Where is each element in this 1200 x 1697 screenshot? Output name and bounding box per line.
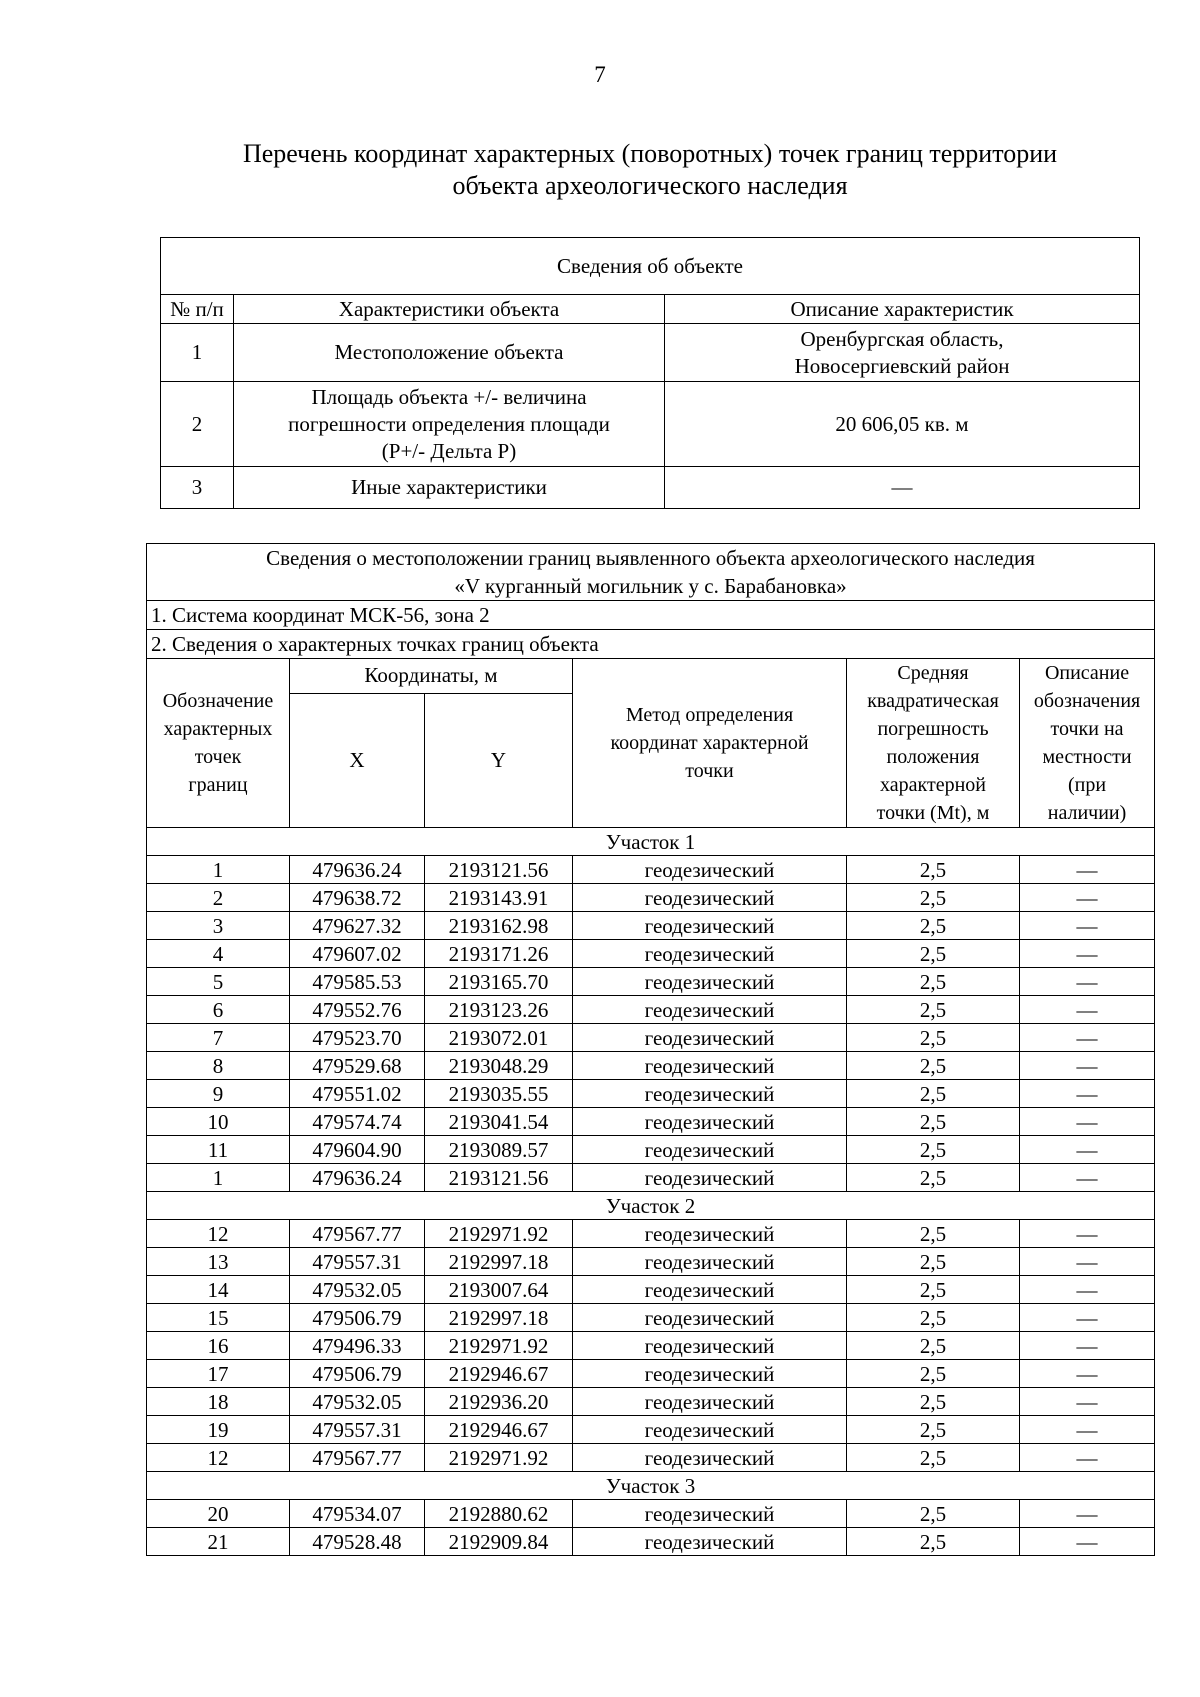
point-description-cell: —	[1020, 1388, 1155, 1416]
header-error	[847, 659, 1020, 828]
error-cell: 2,5	[847, 1304, 1020, 1332]
point-description-cell: —	[1020, 1416, 1155, 1444]
point-description-cell: —	[1020, 996, 1155, 1024]
error-cell: 2,5	[847, 1220, 1020, 1248]
point-id-cell: 20	[147, 1500, 290, 1528]
row-description	[665, 467, 1140, 509]
description-line: 20 606,05 кв. м	[835, 411, 969, 436]
method-cell: геодезический	[573, 912, 847, 940]
method-cell: геодезический	[573, 1136, 847, 1164]
error-cell: 2,5	[847, 1444, 1020, 1472]
header-method	[573, 659, 847, 828]
section-header-row	[147, 828, 1155, 856]
y-coordinate-cell: 2193035.55	[425, 1080, 573, 1108]
method-cell: геодезический	[573, 1360, 847, 1388]
document-title-line-1: Перечень координат характерных (поворотных) точек границ территории	[242, 139, 1058, 168]
y-coordinate-cell: 2193089.57	[425, 1136, 573, 1164]
y-coordinate-cell: 2193143.91	[425, 884, 573, 912]
point-id-cell: 18	[147, 1388, 290, 1416]
error-cell: 2,5	[847, 1108, 1020, 1136]
header-coordinates: Координаты, м	[290, 659, 573, 694]
row-description	[665, 324, 1140, 382]
table-row	[147, 1360, 1155, 1388]
error-cell: 2,5	[847, 1332, 1020, 1360]
description-line: —	[891, 475, 913, 499]
point-description-cell: —	[1020, 1444, 1155, 1472]
point-description-cell: —	[1020, 940, 1155, 968]
x-coordinate-cell: 479636.24	[290, 1164, 425, 1192]
y-coordinate-cell: 2193123.26	[425, 996, 573, 1024]
x-coordinate-cell: 479523.70	[290, 1024, 425, 1052]
y-coordinate-cell: 2192880.62	[425, 1500, 573, 1528]
x-coordinate-cell: 479506.79	[290, 1360, 425, 1388]
row-number: 2	[161, 382, 234, 467]
table-row	[147, 1248, 1155, 1276]
error-cell: 2,5	[847, 1276, 1020, 1304]
point-description-cell: —	[1020, 1332, 1155, 1360]
y-coordinate-cell: 2193007.64	[425, 1276, 573, 1304]
method-cell: геодезический	[573, 1080, 847, 1108]
point-id-cell: 12	[147, 1444, 290, 1472]
method-cell: геодезический	[573, 1248, 847, 1276]
coordinates-title-line-1: Сведения о местоположении границ выявленного объекта археологического наследия	[266, 546, 1035, 570]
y-coordinate-cell: 2192971.92	[425, 1444, 573, 1472]
point-id-cell: 6	[147, 996, 290, 1024]
x-coordinate-cell: 479496.33	[290, 1332, 425, 1360]
point-id-cell: 15	[147, 1304, 290, 1332]
point-id-cell: 3	[147, 912, 290, 940]
description-line: Новосергиевский район	[794, 353, 1010, 378]
x-coordinate-cell: 479627.32	[290, 912, 425, 940]
method-cell: геодезический	[573, 1304, 847, 1332]
point-description-cell: —	[1020, 1164, 1155, 1192]
header-line: Описание	[1044, 662, 1130, 684]
characteristic-line: погрешности определения площади	[288, 411, 610, 436]
y-coordinate-cell: 2192936.20	[425, 1388, 573, 1416]
method-cell: геодезический	[573, 1220, 847, 1248]
table-row	[147, 1108, 1155, 1136]
y-coordinate-cell: 2192946.67	[425, 1416, 573, 1444]
object-info-table	[160, 237, 1140, 509]
header-line: Средняя	[897, 662, 969, 684]
header-line: (при	[1067, 774, 1107, 796]
header-line: точки (Mt), м	[876, 802, 990, 824]
x-coordinate-cell: 479585.53	[290, 968, 425, 996]
x-coordinate-cell: 479604.90	[290, 1136, 425, 1164]
x-coordinate-cell: 479567.77	[290, 1220, 425, 1248]
x-coordinate-cell: 479528.48	[290, 1528, 425, 1556]
header-line: точки	[685, 760, 734, 782]
point-description-cell: —	[1020, 912, 1155, 940]
point-description-cell: —	[1020, 884, 1155, 912]
method-cell: геодезический	[573, 856, 847, 884]
point-id-cell: 10	[147, 1108, 290, 1136]
point-id-cell: 21	[147, 1528, 290, 1556]
y-coordinate-cell: 2193121.56	[425, 856, 573, 884]
x-coordinate-cell: 479574.74	[290, 1108, 425, 1136]
x-coordinate-cell: 479552.76	[290, 996, 425, 1024]
table-row	[147, 940, 1155, 968]
point-description-cell: —	[1020, 1220, 1155, 1248]
header-line: координат характерной	[610, 732, 809, 754]
coordinates-table	[146, 543, 1155, 1556]
header-line: точек	[194, 746, 242, 768]
characteristic-line: Местоположение объекта	[334, 340, 564, 364]
y-coordinate-cell: 2192971.92	[425, 1332, 573, 1360]
document-title-line-2: объекта археологического наследия	[452, 171, 848, 200]
method-cell: геодезический	[573, 884, 847, 912]
x-coordinate-cell: 479532.05	[290, 1388, 425, 1416]
x-coordinate-cell: 479607.02	[290, 940, 425, 968]
x-coordinate-cell: 479506.79	[290, 1304, 425, 1332]
y-coordinate-cell: 2193048.29	[425, 1052, 573, 1080]
method-cell: геодезический	[573, 940, 847, 968]
points-caption: 2. Сведения о характерных точках границ объекта	[147, 630, 1155, 659]
section-header-row	[147, 1192, 1155, 1220]
method-cell: геодезический	[573, 1108, 847, 1136]
table-row	[147, 912, 1155, 940]
point-description-cell: —	[1020, 1500, 1155, 1528]
method-cell: геодезический	[573, 1024, 847, 1052]
error-cell: 2,5	[847, 1360, 1020, 1388]
section-name: Участок 1	[147, 828, 1155, 856]
row-characteristic	[234, 467, 665, 509]
error-cell: 2,5	[847, 996, 1020, 1024]
method-cell: геодезический	[573, 1500, 847, 1528]
point-id-cell: 2	[147, 884, 290, 912]
error-cell: 2,5	[847, 1052, 1020, 1080]
header-y: Y	[425, 693, 573, 827]
point-id-cell: 16	[147, 1332, 290, 1360]
row-number: 3	[161, 467, 234, 509]
point-description-cell: —	[1020, 1276, 1155, 1304]
section-name: Участок 2	[147, 1192, 1155, 1220]
method-cell: геодезический	[573, 968, 847, 996]
table-row	[147, 1528, 1155, 1556]
document-title	[150, 138, 1150, 202]
description-line: Оренбургская область,	[800, 326, 1004, 351]
table-row	[147, 1220, 1155, 1248]
x-coordinate-cell: 479551.02	[290, 1080, 425, 1108]
error-cell: 2,5	[847, 1024, 1020, 1052]
error-cell: 2,5	[847, 1248, 1020, 1276]
point-id-cell: 11	[147, 1136, 290, 1164]
header-line: Обозначение	[162, 690, 274, 712]
table-row	[147, 1080, 1155, 1108]
y-coordinate-cell: 2192997.18	[425, 1248, 573, 1276]
method-cell: геодезический	[573, 996, 847, 1024]
point-id-cell: 19	[147, 1416, 290, 1444]
error-cell: 2,5	[847, 1136, 1020, 1164]
point-id-cell: 8	[147, 1052, 290, 1080]
error-cell: 2,5	[847, 1416, 1020, 1444]
error-cell: 2,5	[847, 884, 1020, 912]
table-row	[147, 1500, 1155, 1528]
table-row	[147, 856, 1155, 884]
method-cell: геодезический	[573, 1276, 847, 1304]
header-line: границ	[188, 774, 248, 796]
coordinates-table-title	[147, 544, 1155, 601]
table-row	[147, 1052, 1155, 1080]
error-cell: 2,5	[847, 912, 1020, 940]
error-cell: 2,5	[847, 1500, 1020, 1528]
coordinate-system: 1. Система координат МСК-56, зона 2	[147, 601, 1155, 630]
page-number: 7	[594, 62, 606, 87]
error-cell: 2,5	[847, 1164, 1020, 1192]
y-coordinate-cell: 2193162.98	[425, 912, 573, 940]
table-row	[147, 1164, 1155, 1192]
point-description-cell: —	[1020, 856, 1155, 884]
section-name: Участок 3	[147, 1472, 1155, 1500]
y-coordinate-cell: 2193041.54	[425, 1108, 573, 1136]
coordinates-title-line-2: «V курганный могильник у с. Барабановка»	[454, 574, 847, 598]
characteristic-line: Иные характеристики	[351, 475, 547, 499]
table-row	[147, 968, 1155, 996]
error-cell: 2,5	[847, 968, 1020, 996]
header-description: Описание характеристик	[665, 295, 1140, 324]
method-cell: геодезический	[573, 1388, 847, 1416]
characteristic-line: (Р+/- Дельта Р)	[381, 438, 517, 463]
method-cell: геодезический	[573, 1052, 847, 1080]
header-line: характерной	[880, 774, 986, 796]
x-coordinate-cell: 479557.31	[290, 1416, 425, 1444]
error-cell: 2,5	[847, 856, 1020, 884]
header-number: № п/п	[161, 295, 234, 324]
header-point-description	[1020, 659, 1155, 828]
row-description	[665, 382, 1140, 467]
x-coordinate-cell: 479636.24	[290, 856, 425, 884]
x-coordinate-cell: 479534.07	[290, 1500, 425, 1528]
error-cell: 2,5	[847, 1388, 1020, 1416]
method-cell: геодезический	[573, 1444, 847, 1472]
y-coordinate-cell: 2193171.26	[425, 940, 573, 968]
table-row	[147, 1332, 1155, 1360]
header-line: положения	[886, 746, 980, 768]
point-id-cell: 4	[147, 940, 290, 968]
table-row	[147, 996, 1155, 1024]
row-characteristic	[234, 382, 665, 467]
point-id-cell: 1	[147, 856, 290, 884]
point-description-cell: —	[1020, 1136, 1155, 1164]
point-id-cell: 14	[147, 1276, 290, 1304]
table-row	[147, 1388, 1155, 1416]
point-id-cell: 5	[147, 968, 290, 996]
point-id-cell: 9	[147, 1080, 290, 1108]
x-coordinate-cell: 479638.72	[290, 884, 425, 912]
characteristic-line: Площадь объекта +/- величина	[311, 384, 587, 409]
method-cell: геодезический	[573, 1528, 847, 1556]
table-row	[147, 1444, 1155, 1472]
method-cell: геодезический	[573, 1164, 847, 1192]
x-coordinate-cell: 479529.68	[290, 1052, 425, 1080]
x-coordinate-cell: 479532.05	[290, 1276, 425, 1304]
point-id-cell: 7	[147, 1024, 290, 1052]
header-characteristic: Характеристики объекта	[234, 295, 665, 324]
point-id-cell: 17	[147, 1360, 290, 1388]
method-cell: геодезический	[573, 1416, 847, 1444]
header-line: погрешность	[877, 718, 989, 740]
y-coordinate-cell: 2193165.70	[425, 968, 573, 996]
table-row	[147, 1136, 1155, 1164]
error-cell: 2,5	[847, 1080, 1020, 1108]
y-coordinate-cell: 2193072.01	[425, 1024, 573, 1052]
header-line: точки на	[1050, 718, 1124, 740]
x-coordinate-cell: 479557.31	[290, 1248, 425, 1276]
table-row	[147, 1276, 1155, 1304]
section-header-row	[147, 1472, 1155, 1500]
point-description-cell: —	[1020, 1360, 1155, 1388]
header-line: характерных	[163, 718, 273, 740]
y-coordinate-cell: 2192971.92	[425, 1220, 573, 1248]
header-line: квадратическая	[867, 690, 999, 712]
x-coordinate-cell: 479567.77	[290, 1444, 425, 1472]
row-number: 1	[161, 324, 234, 382]
object-table-caption: Сведения об объекте	[161, 238, 1140, 295]
point-description-cell: —	[1020, 1304, 1155, 1332]
header-x: X	[290, 693, 425, 827]
point-id-cell: 13	[147, 1248, 290, 1276]
header-designation	[147, 659, 290, 828]
y-coordinate-cell: 2192997.18	[425, 1304, 573, 1332]
point-description-cell: —	[1020, 1080, 1155, 1108]
error-cell: 2,5	[847, 940, 1020, 968]
header-line: местности	[1042, 746, 1132, 768]
error-cell: 2,5	[847, 1528, 1020, 1556]
point-id-cell: 12	[147, 1220, 290, 1248]
point-description-cell: —	[1020, 1248, 1155, 1276]
y-coordinate-cell: 2193121.56	[425, 1164, 573, 1192]
header-line: обозначения	[1033, 690, 1141, 712]
table-row	[147, 884, 1155, 912]
point-description-cell: —	[1020, 1108, 1155, 1136]
point-description-cell: —	[1020, 968, 1155, 996]
point-id-cell: 1	[147, 1164, 290, 1192]
table-row	[147, 1416, 1155, 1444]
point-description-cell: —	[1020, 1052, 1155, 1080]
method-cell: геодезический	[573, 1332, 847, 1360]
y-coordinate-cell: 2192909.84	[425, 1528, 573, 1556]
row-characteristic	[234, 324, 665, 382]
y-coordinate-cell: 2192946.67	[425, 1360, 573, 1388]
table-row	[147, 1024, 1155, 1052]
table-row	[147, 1304, 1155, 1332]
point-description-cell: —	[1020, 1528, 1155, 1556]
header-line: Метод определения	[625, 704, 794, 726]
point-description-cell: —	[1020, 1024, 1155, 1052]
header-line: наличии)	[1047, 802, 1127, 824]
